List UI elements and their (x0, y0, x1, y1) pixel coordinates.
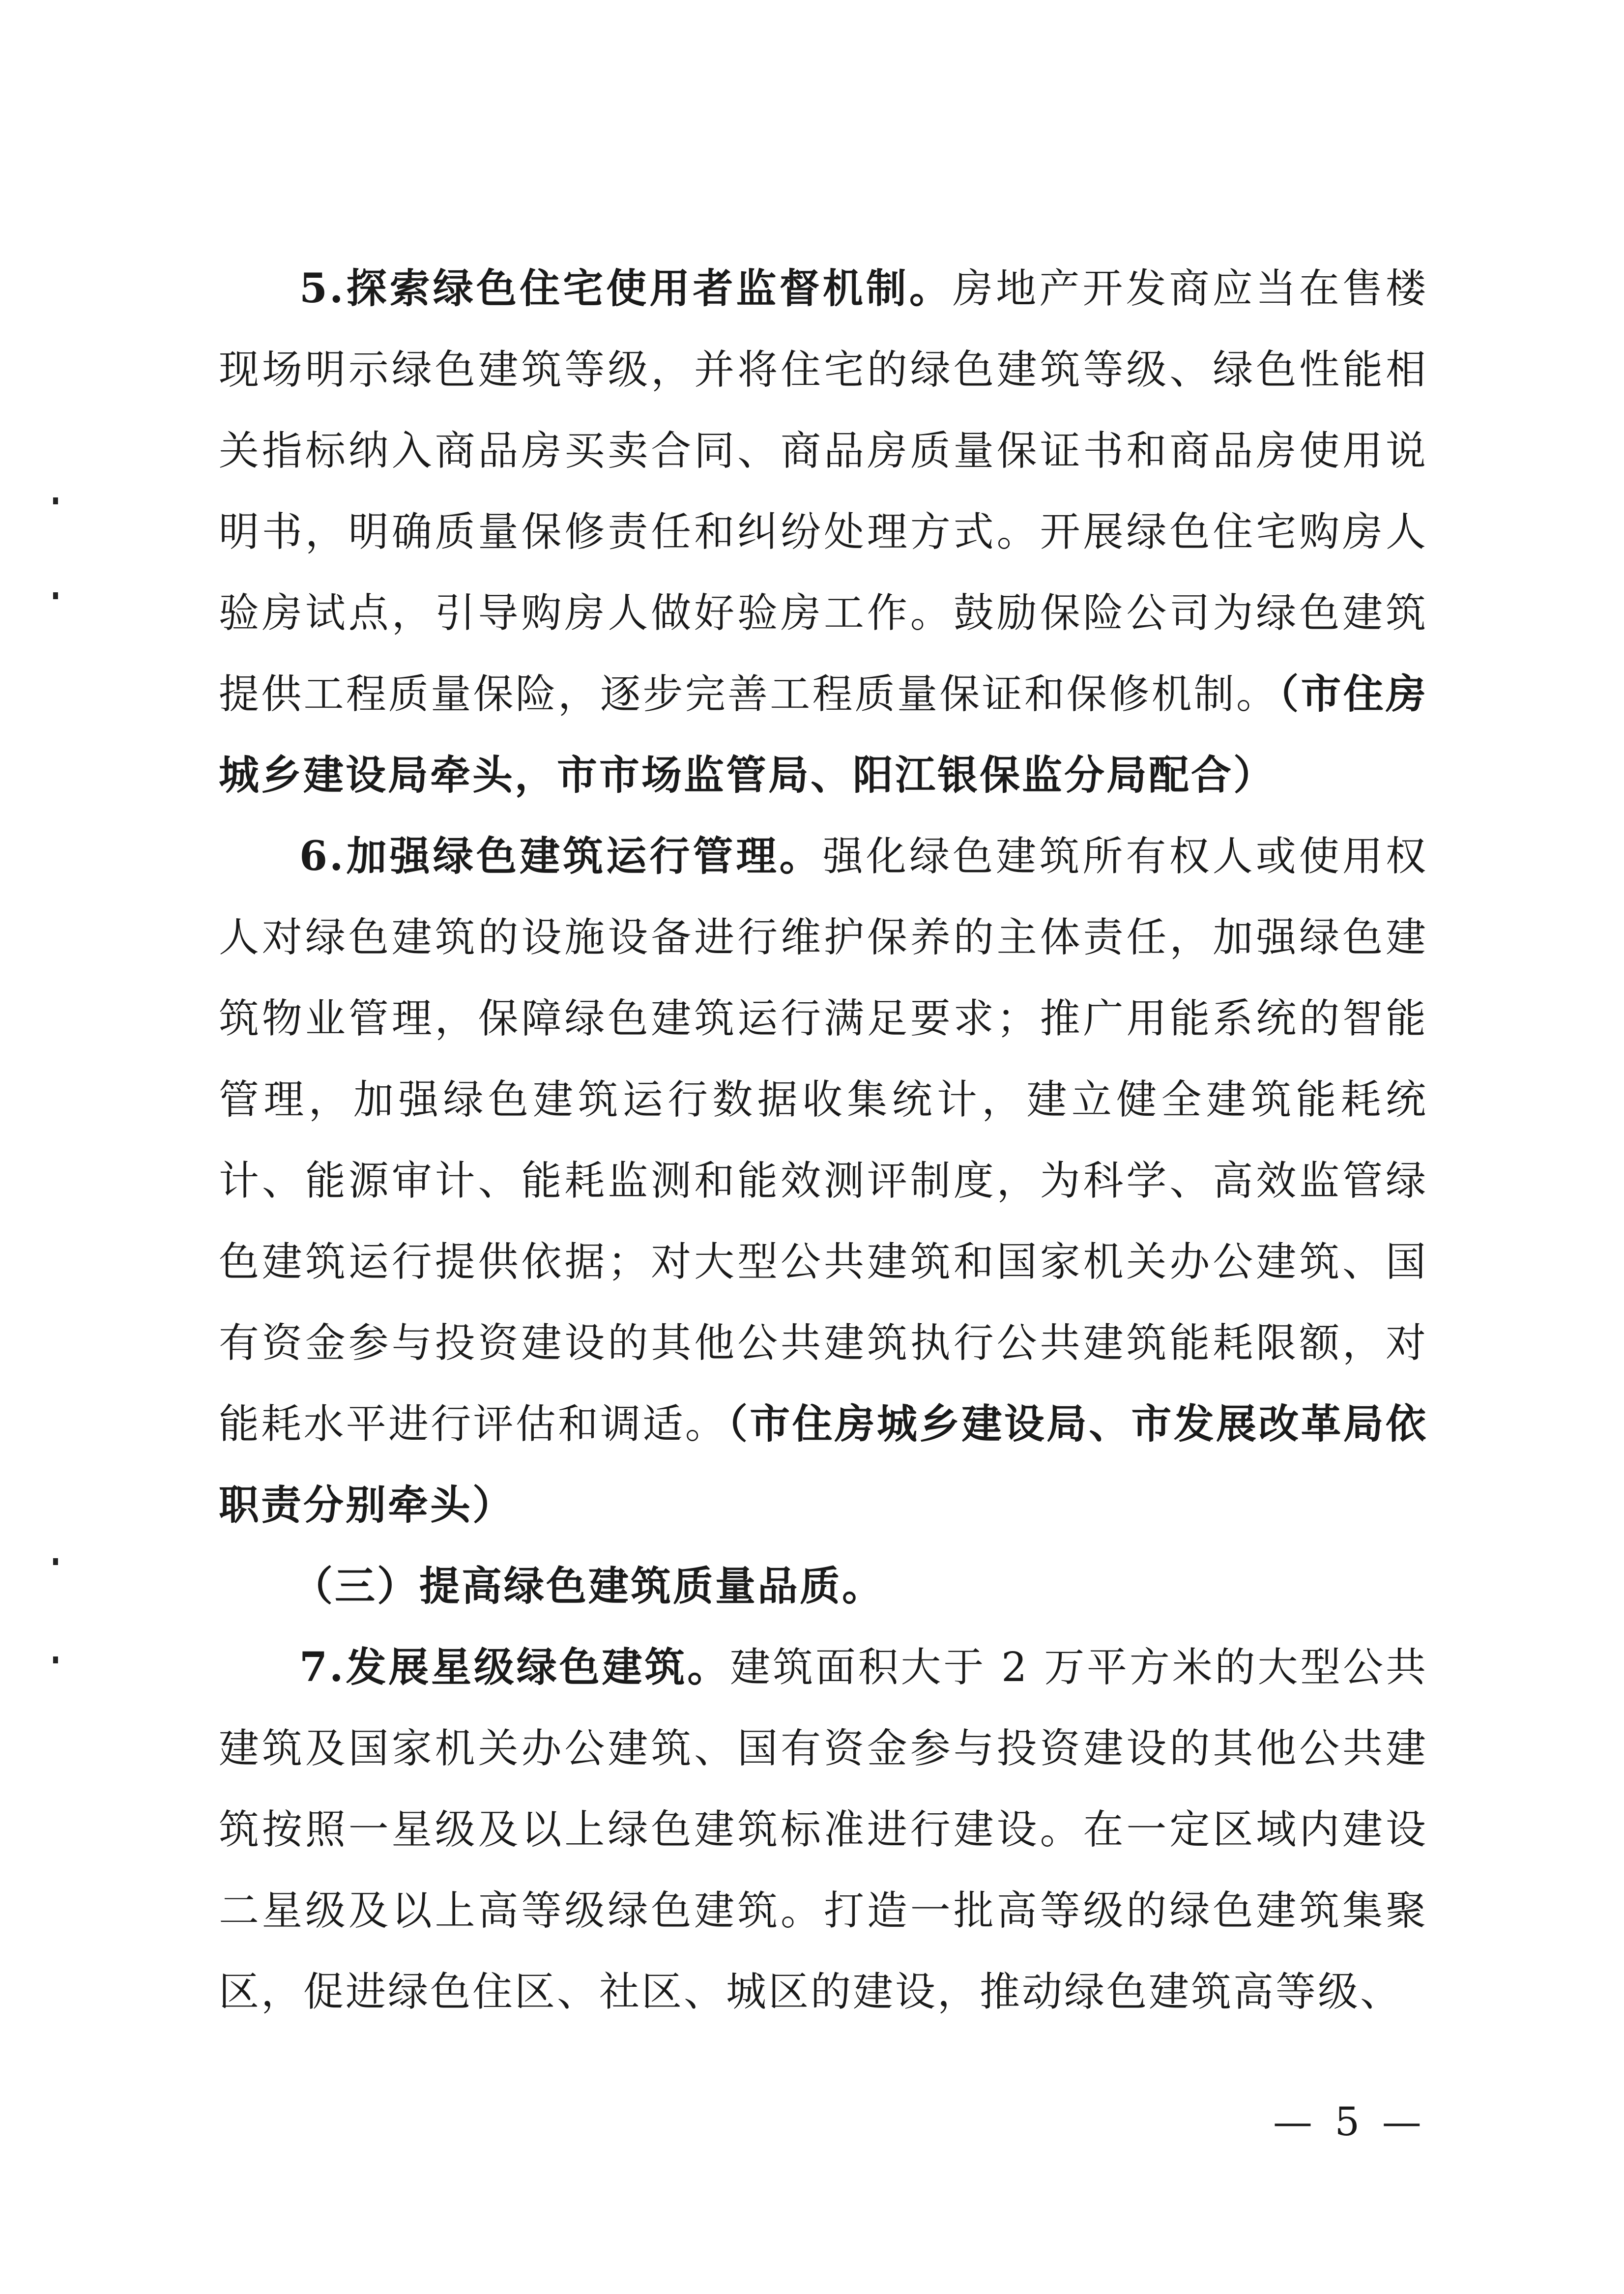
section-heading: （三）提高绿色建筑质量品质。 (292, 1563, 885, 1610)
page-number: — 5 — (1273, 2099, 1426, 2145)
binding-mark (53, 497, 58, 504)
paragraph-6-heading: 6.加强绿色建筑运行管理。 (299, 833, 823, 880)
paragraph-5-heading: 5.探索绿色住宅使用者监督机制。 (299, 265, 953, 312)
binding-mark (53, 1558, 58, 1565)
paragraph-5 (219, 248, 1428, 816)
paragraph-7 (219, 1627, 1428, 2033)
paragraph-5-lead: （市住房城乡建设局牵头，市市场监管局、阳江银保监分局配合） (219, 670, 1428, 799)
binding-mark (53, 592, 58, 599)
paragraph-5-body: 房地产开发商应当在售楼现场明示绿色建筑等级，并将住宅的绿色建筑等级、绿色性能相关指标纳入商品房买卖合同、商品房质量保证书和商品房使用说明书，明确质量保修责任和纠纷处理方式。开展绿色住宅购房人验房试点，引导购房人做好验房工作。鼓励保险公司为绿色建筑提供工程质量保险，逐步完善工程质量保证和保修机制。 (219, 265, 1428, 718)
binding-mark (53, 1656, 58, 1663)
paragraph-6-body: 强化绿色建筑所有权人或使用权人对绿色建筑的设施设备进行维护保养的主体责任，加强绿色建筑物业管理，保障绿色建筑运行满足要求；推广用能系统的智能管理，加强绿色建筑运行数据收集统计，建立健全建筑能耗统计、能源审计、能耗监测和能效测评制度，为科学、高效监管绿色建筑运行提供依据；对大型公共建筑和国家机关办公建筑、国有资金参与投资建设的其他公共建筑执行公共建筑能耗限额，对能耗水平进行评估和调适。 (219, 833, 1428, 1448)
paragraph-6-lead: （市住房城乡建设局、市发展改革局依职责分别牵头） (219, 1400, 1428, 1529)
paragraph-7-heading: 7.发展星级绿色建筑。 (299, 1644, 730, 1691)
paragraph-7-body: 建筑面积大于 2 万平方米的大型公共建筑及国家机关办公建筑、国有资金参与投资建设的其他公共建筑按照一星级及以上绿色建筑标准进行建设。在一定区域内建设二星级及以上高等级绿色建筑。打造一批高等级的绿色建筑集聚区，促进绿色住区、社区、城区的建设，推动绿色建筑高等级、 (219, 1644, 1428, 2015)
document-body (219, 248, 1428, 2033)
paragraph-6 (219, 816, 1428, 1546)
